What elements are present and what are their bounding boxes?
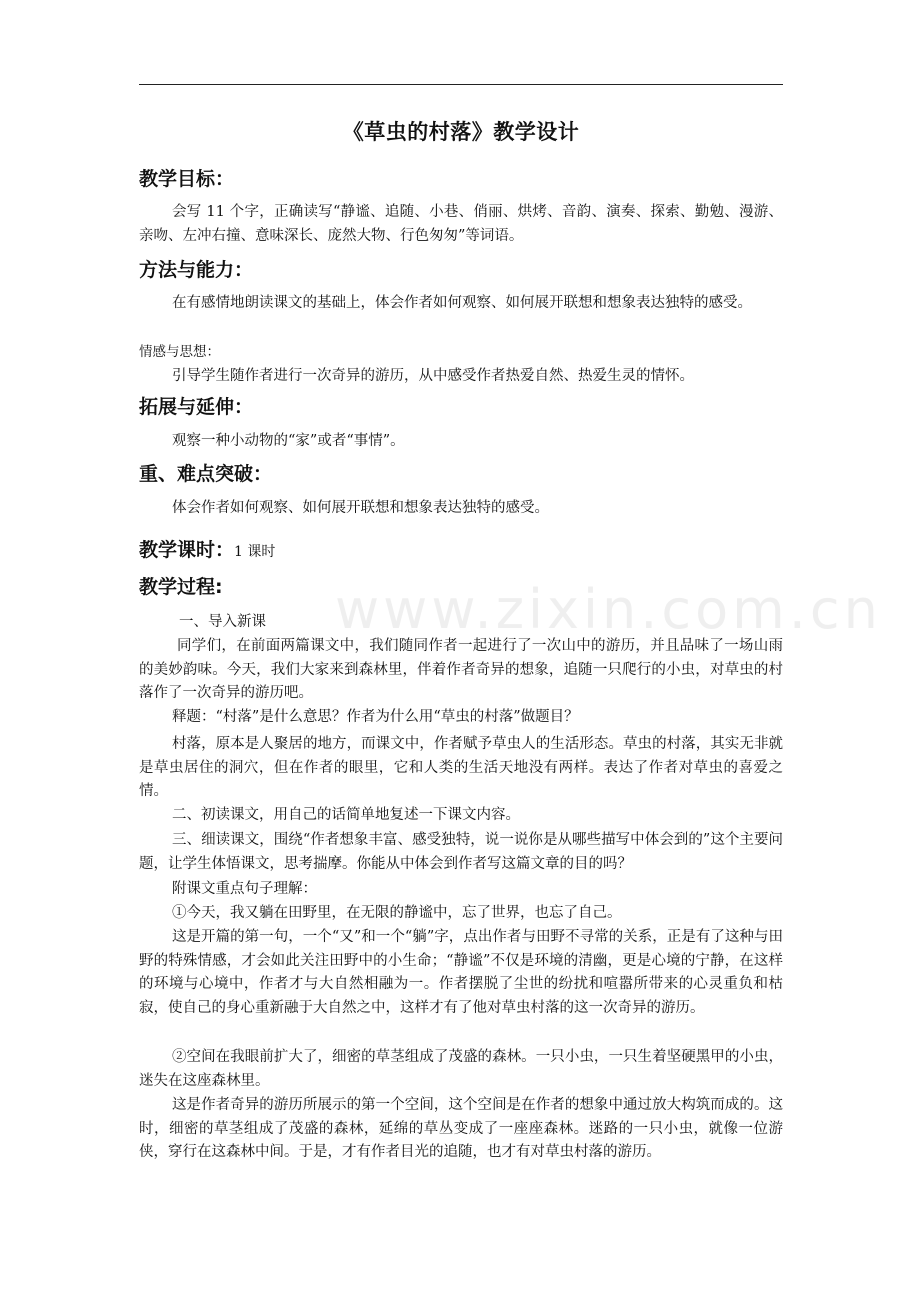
methods-paragraph: 在有感情地朗读课文的基础上，体会作者如何观察、如何展开联想和想象表达独特的感受。 xyxy=(172,295,752,311)
key-sentence-2: ②空间在我眼前扩大了，细密的草茎组成了茂盛的森林。一只小虫，一只生着坚硬黑甲的小虫，迷失在这座森林里。 xyxy=(139,1049,783,1089)
key-points-paragraph: 体会作者如何观察、如何展开联想和想象表达独特的感受。 xyxy=(172,500,549,516)
process-step-1: 一、导入新课 xyxy=(179,614,266,630)
extension-paragraph: 观察一种小动物的“家”或者“事情”。 xyxy=(172,433,405,449)
heading-hours xyxy=(139,535,275,562)
key-sentence-1: ①今天，我又躺在田野里，在无限的静谧中，忘了世界，也忘了自己。 xyxy=(172,905,622,921)
watermark: www.zixin.com.cn xyxy=(335,578,882,641)
heading-methods: 方法与能力： xyxy=(139,259,254,281)
hours-value: 1 课时 xyxy=(234,544,276,560)
key-sentence-1-note: 这是开篇的第一句，一个“又”和一个“躺”字，点出作者与田野不寻常的关系，正是有了这种与田野的特殊情感，才会如此关注田野中的小生命；“静谧”不仅是环境的清幽，更是心境的宁静，在这样的环境与心境中，作者才与大自然相融为一。作者摆脱了尘世的纷扰和喧嚣所带来的心灵重负和枯寂，使自己的身心重新融于大自然之中，这样才有了他对草虫村落的这一次奇异的游历。 xyxy=(139,929,783,1016)
heading-objectives: 教学目标： xyxy=(139,168,235,190)
heading-extension: 拓展与延伸： xyxy=(139,396,254,418)
title-question: 释题：“村落”是什么意思？作者为什么用“草虫的村落”做题目？ xyxy=(172,709,579,725)
objectives-paragraph: 会写 11 个字，正确读写“静谧、追随、小巷、俏丽、烘烤、音韵、演奏、探索、勤勉、漫游、亲吻、左冲右撞、意味深长、庞然大物、行色匆匆”等词语。 xyxy=(139,204,783,244)
process-step-2: 二、初读课文，用自己的话简单地复述一下课文内容。 xyxy=(172,807,520,823)
emotion-label: 情感与思想： xyxy=(139,344,220,360)
hours-label: 教学课时： xyxy=(139,539,235,561)
intro-paragraph: 同学们，在前面两篇课文中，我们随同作者一起进行了一次山中的游历，并且品味了一场山雨的美妙韵味。今天，我们大家来到森林里，伴着作者奇异的想象，追随一只爬行的小虫，对草虫的村落作了一次奇异的游历吧。 xyxy=(139,638,783,701)
emotion-paragraph: 引导学生随作者进行一次奇异的游历，从中感受作者热爱自然、热爱生灵的情怀。 xyxy=(172,368,694,384)
header-rule xyxy=(139,84,783,85)
key-sentence-2-note: 这是作者奇异的游历所展示的第一个空间，这个空间是在作者的想象中通过放大构筑而成的。这时，细密的草茎组成了茂盛的森林，延绵的草丛变成了一座座森林。迷路的一只小虫，就像一位游侠，穿行在这森林中间。于是，才有作者目光的追随，也才有对草虫村落的游历。 xyxy=(139,1097,783,1160)
document-title: 《草虫的村落》教学设计 xyxy=(342,119,580,144)
process-step-3: 三、细读课文，围绕“作者想象丰富、感受独特，说一说你是从哪些描写中体会到的”这个主要问题，让学生体悟课文，思考揣摩。你能从中体会到作者写这篇文章的目的吗？ xyxy=(139,832,783,872)
appendix-label: 附课文重点句子理解： xyxy=(172,881,317,897)
heading-key-points: 重、难点突破： xyxy=(139,463,273,485)
title-answer: 村落，原本是人聚居的地方，而课文中，作者赋予草虫人的生活形态。草虫的村落，其实无非就是草虫居住的洞穴，但在作者的眼里，它和人类的生活天地没有两样。表达了作者对草虫的喜爱之情。 xyxy=(139,736,783,799)
heading-process: 教学过程: xyxy=(139,576,223,598)
